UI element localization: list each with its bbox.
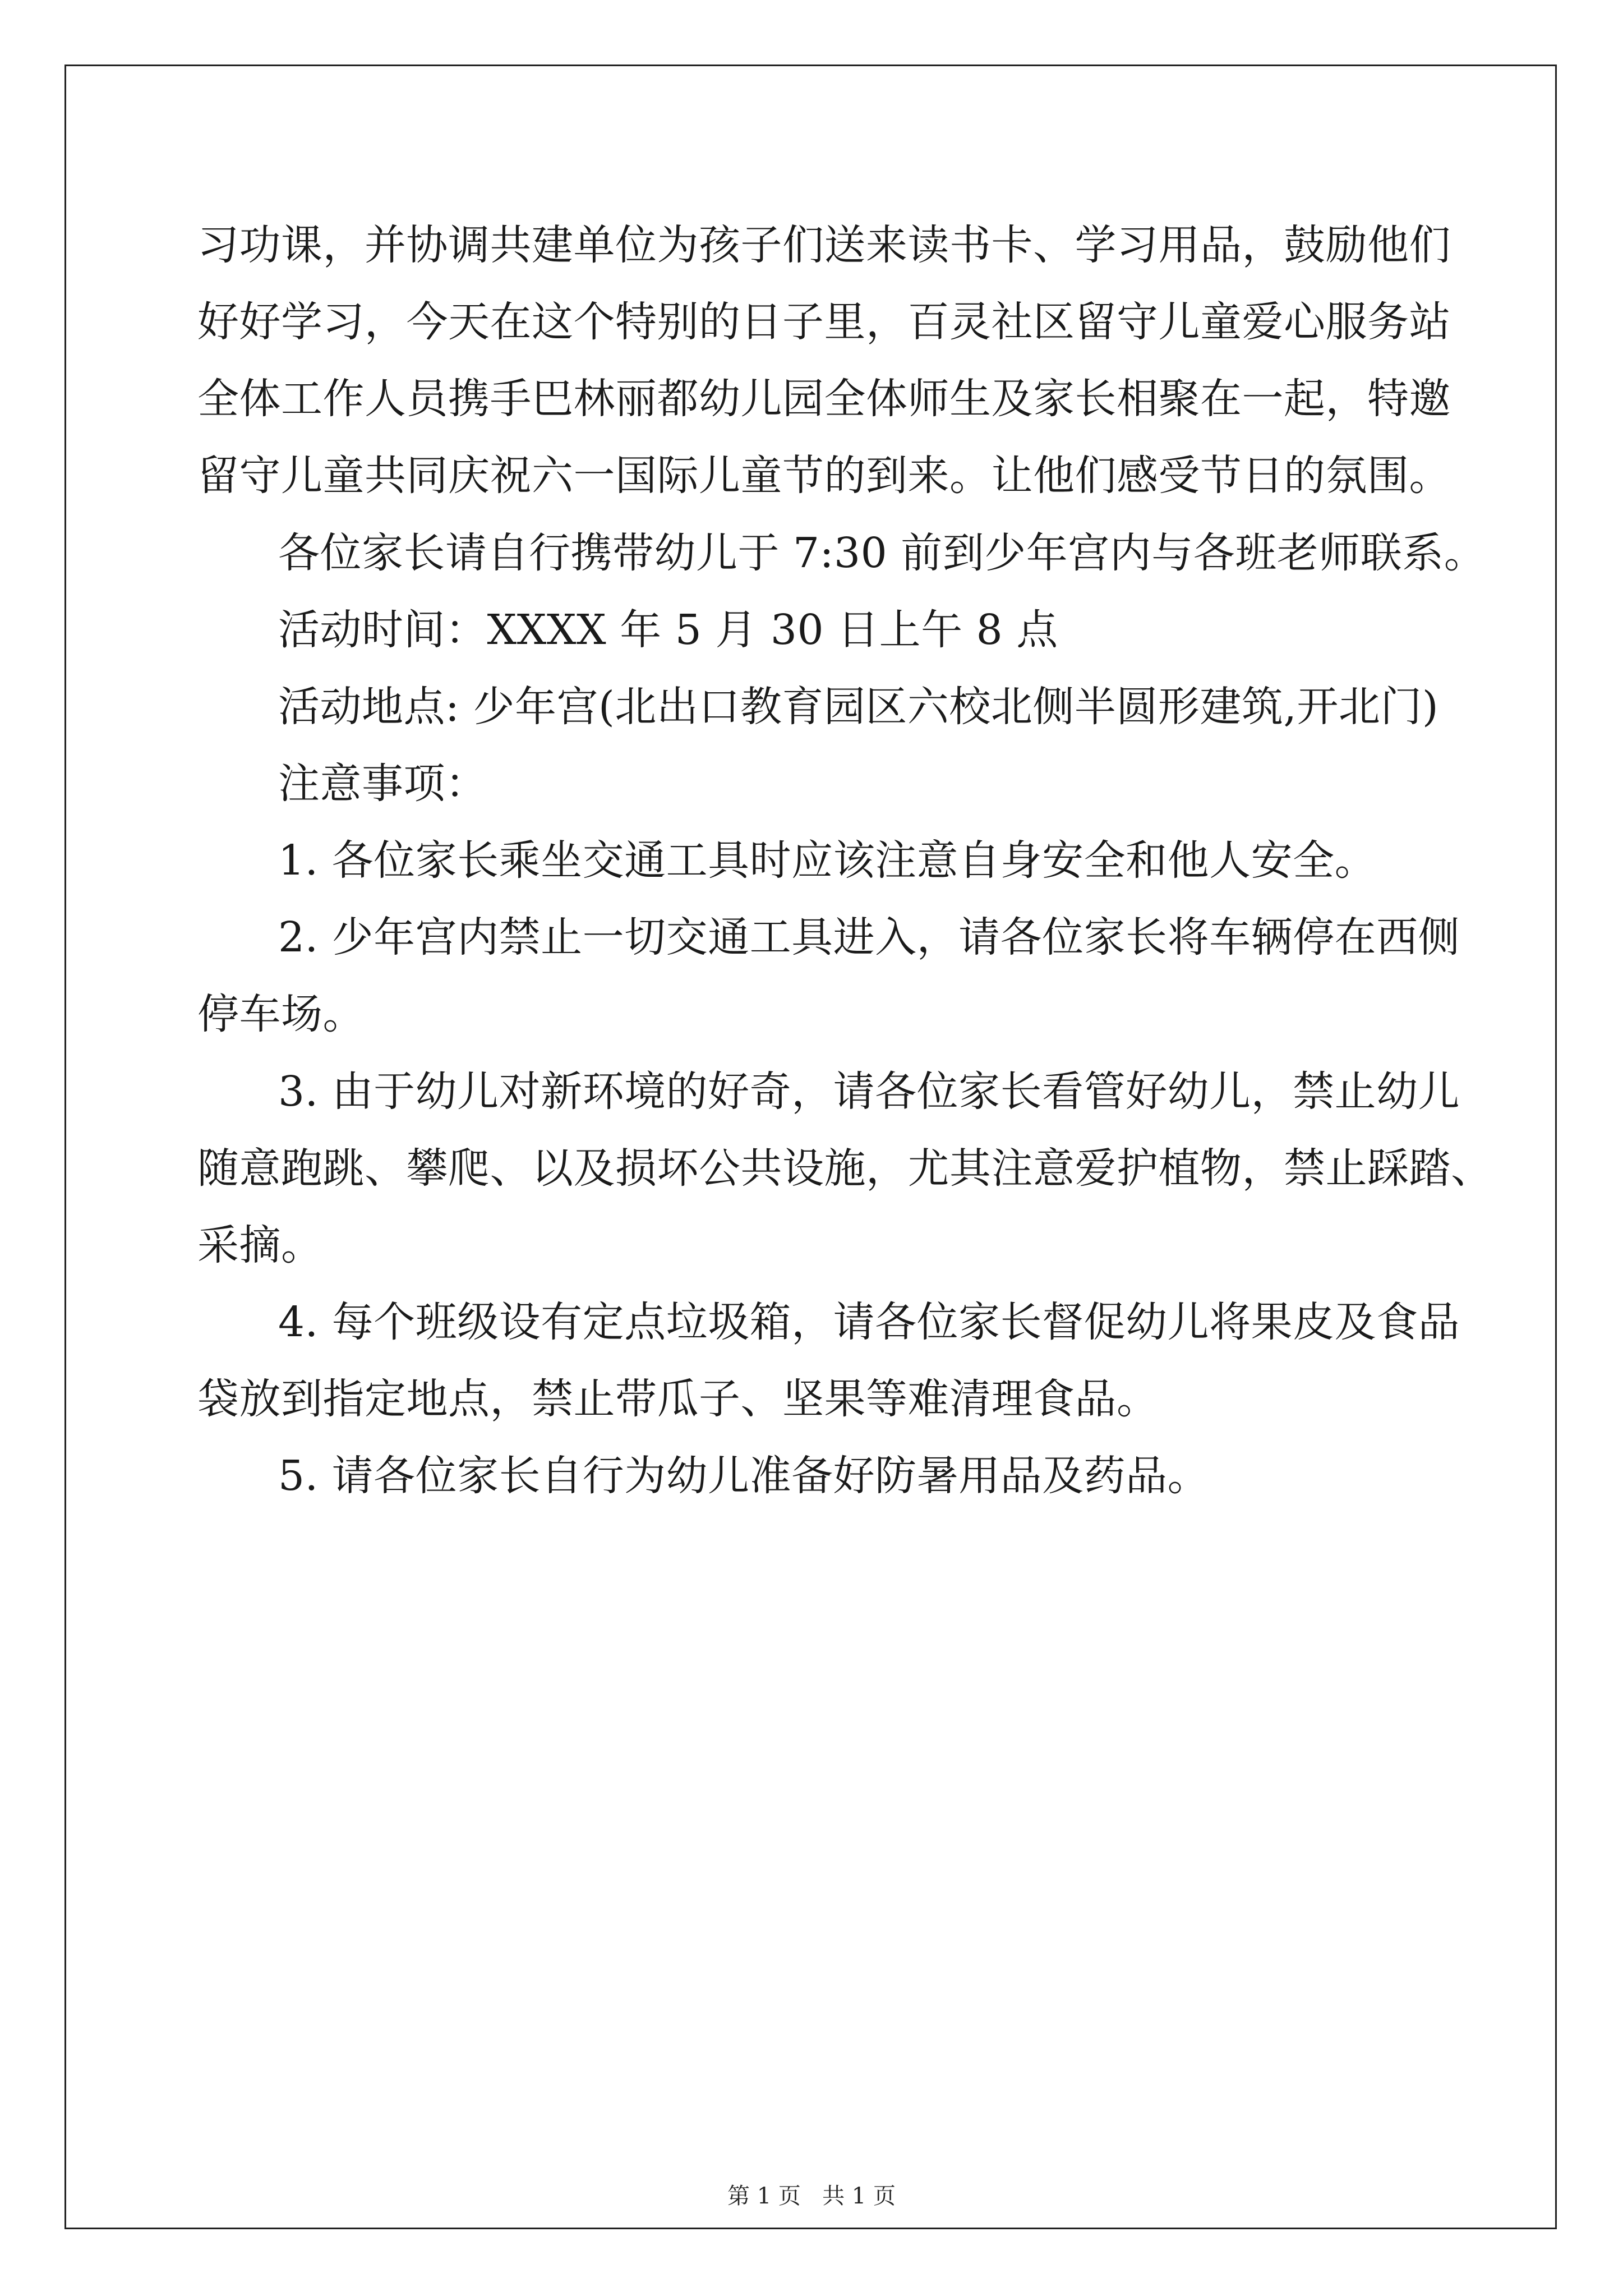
note-item: 3. 由于幼儿对新环境的好奇，请各位家长看管好幼儿，禁止幼儿	[278, 1068, 1460, 1116]
body-line: 留守儿童共同庆祝六一国际儿童节的到来。让他们感受节日的氛围。	[197, 452, 1451, 500]
note-item: 1. 各位家长乘坐交通工具时应该注意自身安全和他人安全。	[278, 836, 1377, 885]
event-time: 活动时间：XXXX 年 5 月 30 日上午 8 点	[278, 606, 1058, 654]
body-line: 采摘。	[197, 1221, 323, 1269]
note-item: 2. 少年宫内禁止一切交通工具进入，请各位家长将车辆停在西侧	[278, 913, 1460, 961]
notes-heading: 注意事项：	[278, 760, 487, 808]
body-line: 习功课，并协调共建单位为孩子们送来读书卡、学习用品，鼓励他们	[197, 221, 1451, 269]
body-line: 好好学习，今天在这个特别的日子里，百灵社区留守儿童爱心服务站	[197, 298, 1451, 346]
body-line: 全体工作人员携手巴林丽都幼儿园全体师生及家长相聚在一起，特邀	[197, 375, 1451, 423]
note-item: 4. 每个班级设有定点垃圾箱，请各位家长督促幼儿将果皮及食品	[278, 1298, 1460, 1346]
body-line: 各位家长请自行携带幼儿于 7:30 前到少年宫内与各班老师联系。	[278, 529, 1486, 577]
body-line: 随意跑跳、攀爬、以及损坏公共设施，尤其注意爱护植物，禁止踩踏、	[197, 1144, 1493, 1193]
note-item: 5. 请各位家长自行为幼儿准备好防暑用品及药品。	[278, 1452, 1210, 1500]
event-location: 活动地点: 少年宫(北出口教育园区六校北侧半圆形建筑,开北门)	[278, 683, 1439, 731]
page-footer: 第 1 页 共 1 页	[727, 2183, 896, 2209]
body-line: 袋放到指定地点，禁止带瓜子、坚果等难清理食品。	[197, 1375, 1159, 1423]
body-line: 停车场。	[197, 990, 365, 1038]
